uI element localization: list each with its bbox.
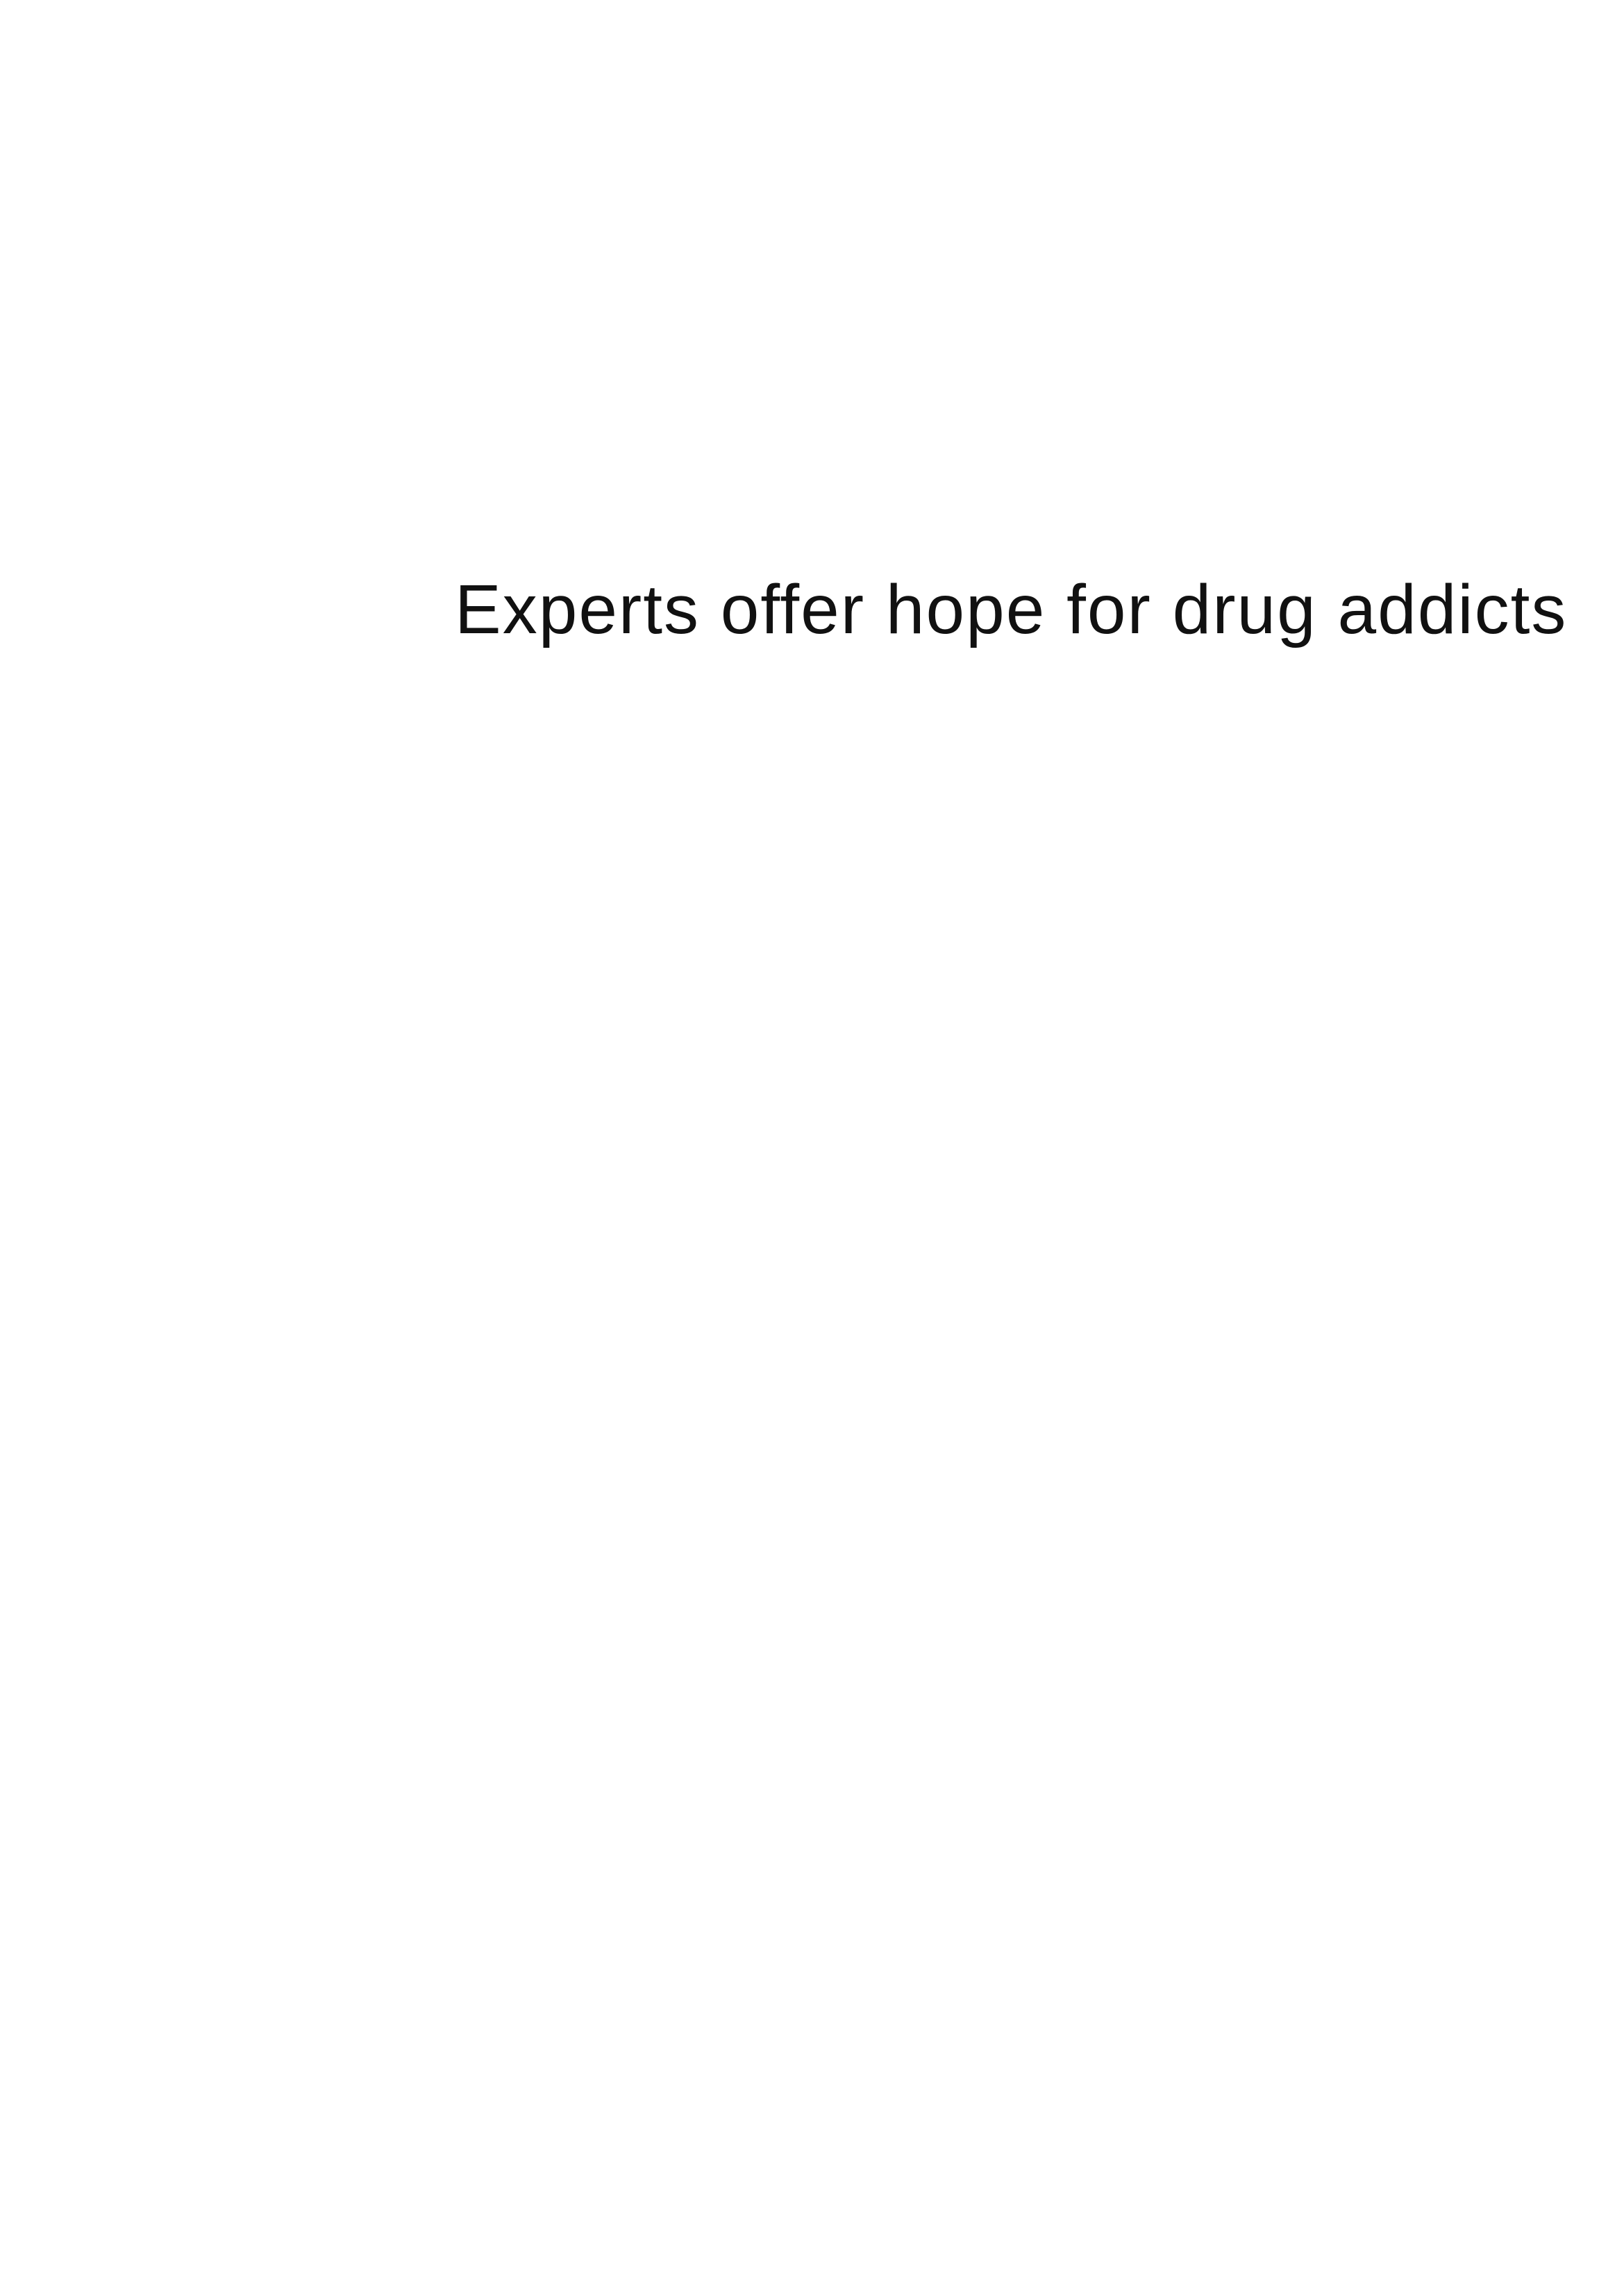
main-headline: Experts offer hope for drug addicts bbox=[455, 571, 1568, 648]
